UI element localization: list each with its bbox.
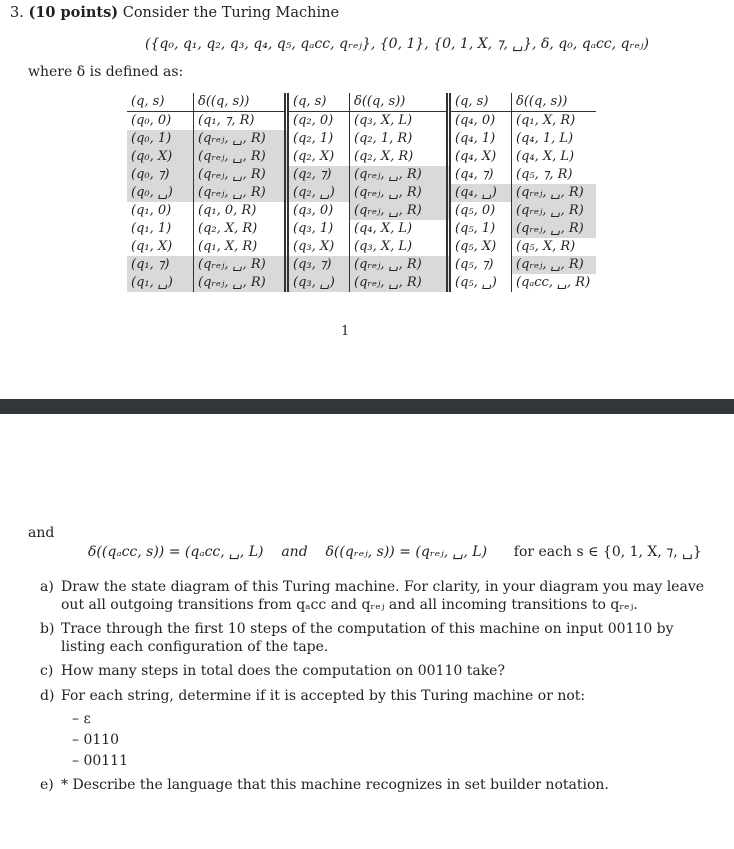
question-text: For each string, determine if it is accepted by this Turing machine or not:: [61, 688, 586, 704]
state-symbol-cell: (q₃, X): [287, 238, 350, 256]
transition-cell: (qᵣₑⱼ, ␣, R): [194, 256, 287, 274]
question-label: a): [40, 579, 54, 595]
table-row: [127, 112, 596, 131]
transition-cell: (qᵣₑⱼ, ␣, R): [512, 256, 597, 274]
formula-quantifier: for each s ∈ {0, 1, X, ⁊, ␣}: [513, 544, 702, 560]
table-body: [127, 112, 596, 293]
table-row: [127, 274, 596, 292]
question-text: How many steps in total does the computation on 00110 take?: [61, 663, 505, 679]
transition-cell: (q₄, X, L): [354, 221, 413, 236]
question-text: Trace through the first 10 steps of the computation of this machine on input 00110 by listing each configuration of the tape.: [61, 621, 674, 655]
formula-accept: δ((qₐcc, s)) = (qₐcc, ␣, L): [88, 544, 264, 560]
transition-cell: (qᵣₑⱼ, ␣, R): [350, 184, 449, 202]
formula-and: and: [281, 544, 308, 560]
header-cell: (q, s): [287, 93, 350, 112]
header-cell: δ((q, s)): [512, 93, 597, 112]
state-symbol-cell: (q₀, ␣): [127, 184, 194, 202]
state-symbol-cell: (q₄, 0): [449, 112, 512, 131]
transition-cell: (q₂, X, R): [198, 221, 258, 236]
transition-cell: (qᵣₑⱼ, ␣, R): [512, 220, 597, 238]
transition-cell: (qᵣₑⱼ, ␣, R): [350, 202, 449, 220]
table-header-row: [127, 93, 596, 112]
question-label: e): [40, 777, 54, 793]
transition-cell: (q₄, 1, L): [516, 131, 574, 146]
transition-cell: (q₁, X, R): [512, 112, 597, 131]
state-symbol-cell: (q₃, 0): [287, 202, 350, 220]
transition-cell: (q₃, X, L): [350, 112, 449, 131]
transition-cell: (qᵣₑⱼ, ␣, R): [350, 166, 449, 184]
page-divider: [0, 399, 734, 414]
question-a: [40, 578, 720, 614]
transition-cell: (qᵣₑⱼ, ␣, R): [350, 274, 449, 292]
state-symbol-cell: (q₂, ⁊): [287, 166, 350, 184]
state-symbol-cell: (q₁, ⁊): [127, 256, 194, 274]
state-symbol-cell: (q₁, X): [127, 238, 194, 256]
question-label: c): [40, 663, 54, 679]
string-item-00111: – 00111: [72, 753, 128, 769]
state-symbol-cell: (q₅, X): [449, 238, 512, 256]
question-label: b): [40, 621, 55, 637]
table-row: [127, 256, 596, 274]
transition-cell: (qᵣₑⱼ, ␣, R): [194, 148, 287, 166]
transition-cell: (q₅, ⁊, R): [516, 167, 573, 182]
transition-cell: (q₂, X, R): [354, 149, 414, 164]
transition-cell: (qᵣₑⱼ, ␣, R): [194, 130, 287, 148]
where-text: where δ is defined as:: [28, 64, 184, 80]
transition-cell: (qᵣₑⱼ, ␣, R): [350, 256, 449, 274]
header-cell: δ((q, s)): [194, 93, 287, 112]
state-symbol-cell: (q₁, 1): [127, 220, 194, 238]
state-symbol-cell: (q₄, ⁊): [449, 166, 512, 184]
transition-cell: (qᵣₑⱼ, ␣, R): [194, 274, 287, 292]
header-cell: (q, s): [449, 93, 512, 112]
state-symbol-cell: (q₀, X): [127, 148, 194, 166]
string-item-0110: – 0110: [72, 732, 120, 748]
state-symbol-cell: (q₃, ␣): [287, 274, 350, 292]
string-item-epsilon: – ε: [72, 711, 91, 727]
transition-cell: (q₁, ⁊, R): [194, 112, 287, 131]
and-text: and: [28, 525, 55, 541]
page-number: 1: [341, 324, 350, 339]
table-row: [127, 184, 596, 202]
state-symbol-cell: (q₀, 1): [127, 130, 194, 148]
transition-cell: (q₄, X, L): [516, 149, 575, 164]
table-row: [127, 238, 596, 256]
table-row: [127, 220, 596, 238]
header-cell: δ((q, s)): [350, 93, 449, 112]
question-e: [40, 776, 720, 794]
state-symbol-cell: (q₅, 1): [449, 220, 512, 238]
state-symbol-cell: (q₀, 0): [127, 112, 194, 131]
state-symbol-cell: (q₄, ␣): [449, 184, 512, 202]
state-symbol-cell: (q₂, 1): [287, 130, 350, 148]
question-label: d): [40, 688, 55, 704]
table-row: [127, 148, 596, 166]
state-symbol-cell: (q₁, 0): [127, 202, 194, 220]
table-row: [127, 130, 596, 148]
header-cell: (q, s): [127, 93, 194, 112]
state-symbol-cell: (q₁, ␣): [127, 274, 194, 292]
table-row: [127, 202, 596, 220]
state-symbol-cell: (q₅, 0): [449, 202, 512, 220]
transition-cell: (qₐcc, ␣, R): [516, 275, 591, 290]
formula-reject: δ((qᵣₑⱼ, s)) = (qᵣₑⱼ, ␣, L): [325, 544, 488, 560]
table-row: [127, 166, 596, 184]
transition-cell: (qᵣₑⱼ, ␣, R): [194, 184, 287, 202]
problem-number: 3.: [10, 5, 24, 21]
state-symbol-cell: (q₃, ⁊): [287, 256, 350, 274]
transition-cell: (q₂, 1, R): [354, 131, 413, 146]
transition-cell: (q₁, X, R): [198, 239, 258, 254]
halting-formula: [88, 544, 702, 560]
question-c: [40, 662, 720, 680]
state-symbol-cell: (q₄, X): [449, 148, 512, 166]
state-symbol-cell: (q₂, ␣): [287, 184, 350, 202]
transition-table: [127, 93, 596, 292]
problem-points: (10 points): [28, 4, 119, 21]
state-symbol-cell: (q₀, ⁊): [127, 166, 194, 184]
problem-intro: Consider the Turing Machine: [122, 5, 340, 21]
transition-cell: (qᵣₑⱼ, ␣, R): [512, 202, 597, 220]
question-text: Draw the state diagram of this Turing machine. For clarity, in your diagram you may leave out all outgoing transitions from qₐcc and qᵣₑⱼ and all incoming transitions to qᵣₑⱼ.: [61, 579, 705, 613]
state-symbol-cell: (q₄, 1): [449, 130, 512, 148]
question-d: [40, 687, 720, 705]
state-symbol-cell: (q₂, X): [287, 148, 350, 166]
state-symbol-cell: (q₃, 1): [287, 220, 350, 238]
transition-cell: (q₃, X, L): [354, 239, 413, 254]
question-b: [40, 620, 720, 656]
machine-tuple: ({q₀, q₁, q₂, q₃, q₄, q₅, qₐcc, qᵣₑⱼ}, {0, 1}, {0, 1, X, ⁊, ␣}, δ, q₀, qₐcc, qᵣₑⱼ): [145, 36, 649, 52]
problem-heading: [10, 4, 339, 21]
state-symbol-cell: (q₂, 0): [287, 112, 350, 131]
transition-cell: (q₁, 0, R): [198, 203, 257, 218]
transition-cell: (qᵣₑⱼ, ␣, R): [512, 184, 597, 202]
transition-cell: (qᵣₑⱼ, ␣, R): [194, 166, 287, 184]
transition-cell: (q₅, X, R): [516, 239, 576, 254]
state-symbol-cell: (q₅, ⁊): [449, 256, 512, 274]
question-text: * Describe the language that this machine recognizes in set builder notation.: [61, 777, 609, 793]
state-symbol-cell: (q₅, ␣): [449, 274, 512, 292]
